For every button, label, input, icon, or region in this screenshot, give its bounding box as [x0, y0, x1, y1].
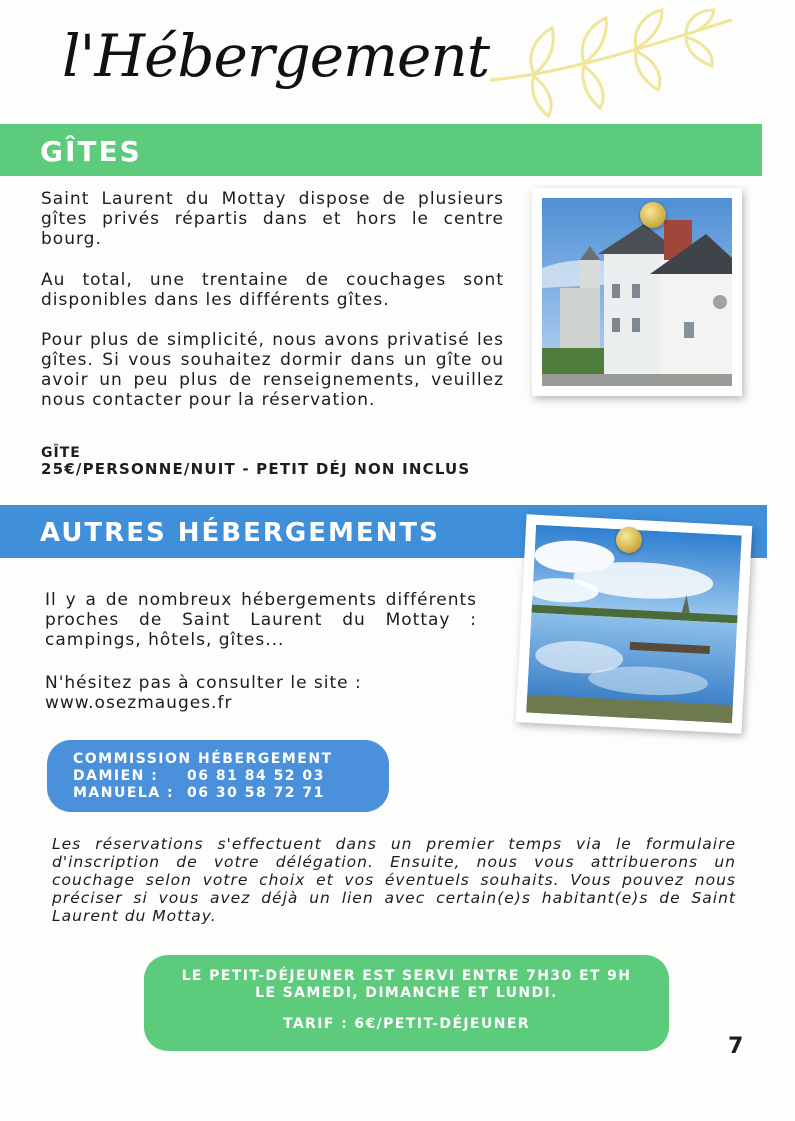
contact-phone: 06 81 84 52 03	[187, 768, 325, 784]
autres-heading: AUTRES HÉBERGEMENTS	[40, 518, 440, 548]
page-title: l'Hébergement	[62, 22, 490, 90]
gite-price-label: GÎTE	[41, 445, 81, 461]
commission-title: COMMISSION HÉBERGEMENT	[73, 751, 333, 767]
contact-manuela	[73, 785, 389, 802]
village-house-image	[542, 198, 732, 386]
page-number: 7	[728, 1034, 744, 1059]
autres-paragraph-2: N'hésitez pas à consulter le site : www.osezmauges.fr	[45, 673, 362, 713]
gite-price-text: 25€/PERSONNE/NUIT - PETIT DÉJ NON INCLUS	[41, 460, 471, 478]
contact-phone: 06 30 58 72 71	[187, 785, 325, 801]
breakfast-hours: LE PETIT-DÉJEUNER EST SERVI ENTRE 7H30 ET 9H	[181, 968, 632, 984]
commission-contact-box	[47, 740, 389, 812]
autres-paragraph-1: Il y a de nombreux hébergements différents proches de Saint Laurent du Mottay : campings, hôtels, gîtes...	[45, 590, 477, 650]
reservations-paragraph: Les réservations s'effectuent dans un premier temps via le formulaire d'inscription de votre délégation. Ensuite, nous vous attribuerons un couchage selon votre choix et vos éventuels souhaits. Vous pouvez nous préciser si vous avez déjà un lien avec certain(e)s habitant(e)s de Saint Laurent du Mottay.	[52, 835, 736, 925]
contact-damien	[73, 768, 389, 785]
lake-landscape-image	[526, 525, 742, 724]
gites-paragraph-1: Saint Laurent du Mottay dispose de plusieurs gîtes privés répartis dans et hors le centre bourg.	[41, 189, 504, 249]
village-photo	[532, 188, 742, 396]
gites-paragraph-2: Au total, une trentaine de couchages sont disponibles dans les différents gîtes.	[41, 270, 504, 310]
breakfast-days: LE SAMEDI, DIMANCHE ET LUNDI.	[255, 985, 558, 1001]
gites-heading: GÎTES	[40, 135, 142, 168]
pushpin-icon	[616, 527, 642, 553]
leaf-branch-icon	[486, 8, 736, 123]
contact-name: MANUELA :	[73, 785, 175, 801]
breakfast-tarif: TARIF : 6€/PETIT-DÉJEUNER	[282, 1016, 531, 1032]
contact-name: DAMIEN :	[73, 768, 159, 784]
breakfast-box	[144, 955, 669, 1051]
gites-paragraph-3: Pour plus de simplicité, nous avons privatisé les gîtes. Si vous souhaitez dormir dans un gîte ou avoir un peu plus de renseignements, veuillez nous contacter pour la réservation.	[41, 330, 504, 410]
gites-section-band	[0, 124, 762, 176]
pushpin-icon	[640, 202, 666, 228]
